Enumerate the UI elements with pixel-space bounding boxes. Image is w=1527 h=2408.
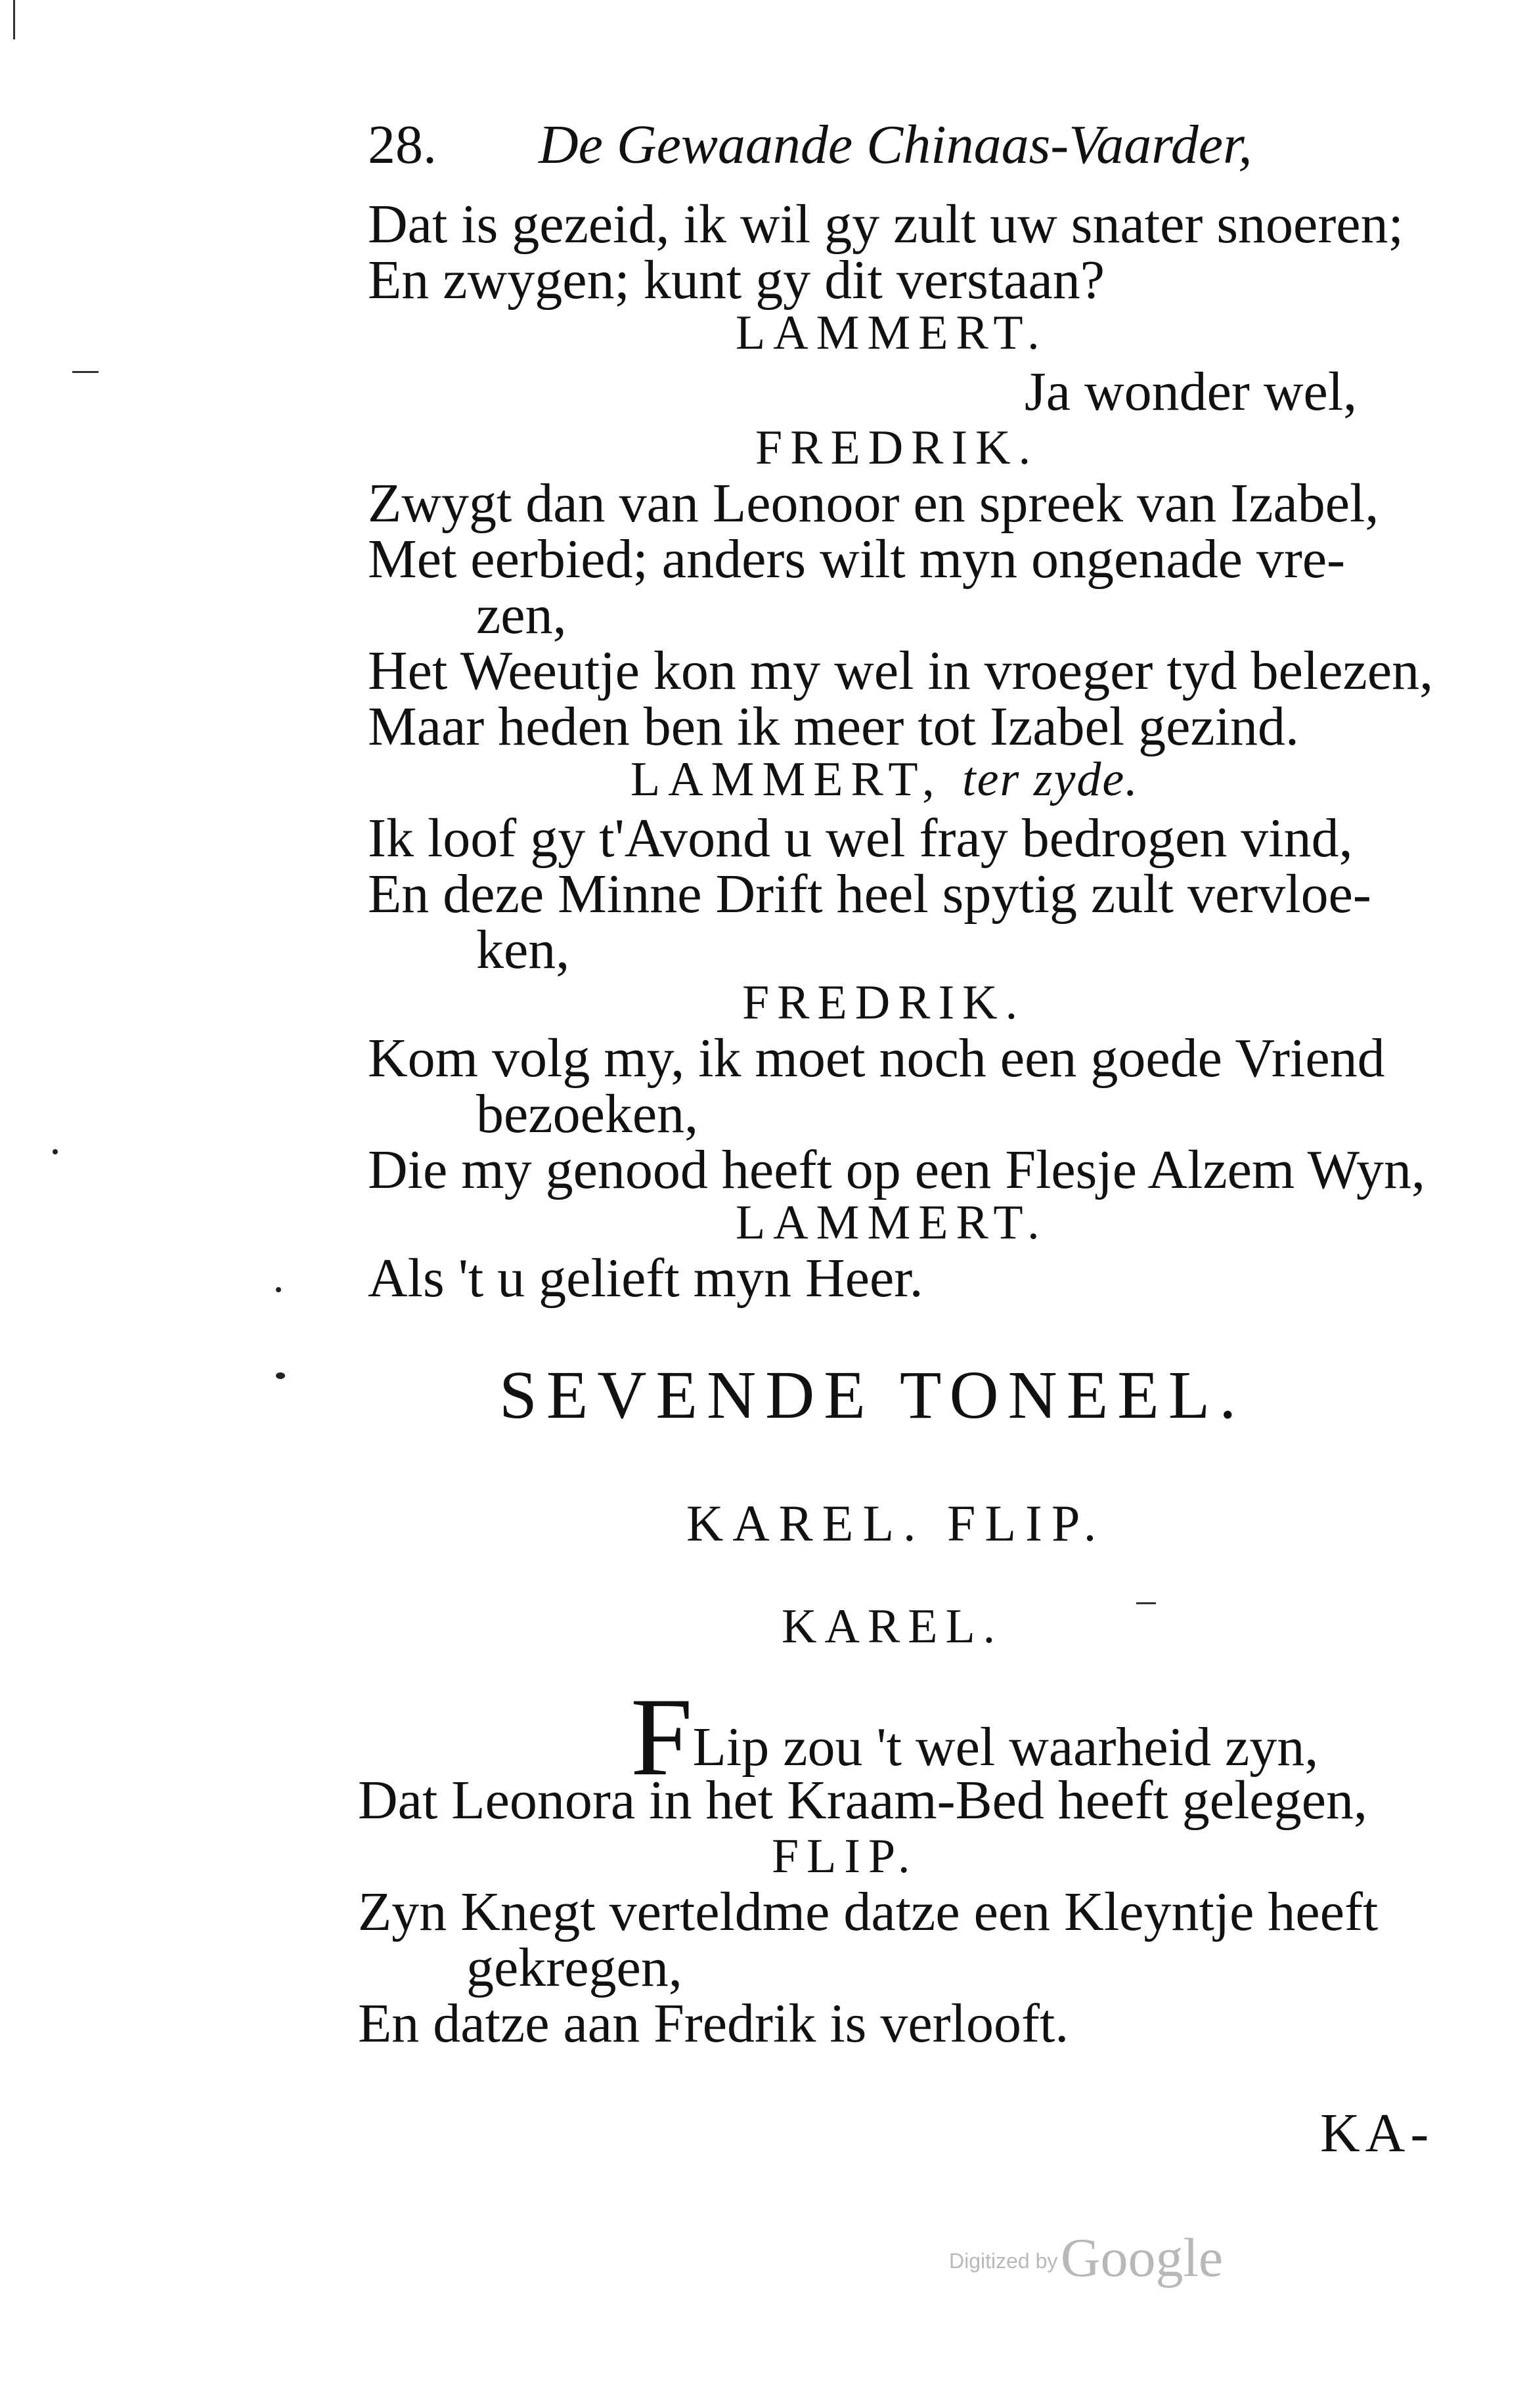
verse-line: Ik loof gy t'Avond u wel fray bedrogen vind, [368, 808, 1353, 869]
verse-line: Dat is gezeid, ik wil gy zult uw snater snoeren; [368, 194, 1404, 255]
speaker-name: FREDRIK. [755, 421, 1039, 475]
verse-line: Als 't u gelieft myn Heer. [368, 1248, 923, 1309]
scan-mark [13, 0, 15, 39]
verse-line: ken, [476, 919, 570, 980]
verse-line: Ja wonder wel, [1025, 361, 1358, 422]
verse-line: zen, [476, 584, 567, 646]
verse-line: Die my genood heeft op een Flesje Alzem Wyn, [368, 1139, 1425, 1200]
verse-line: bezoeken, [476, 1084, 699, 1145]
speaker-name: FLIP. [772, 1829, 918, 1883]
page-header [368, 113, 1458, 185]
scan-mark [72, 371, 99, 373]
speaker-name: LAMMERT. [736, 306, 1048, 360]
verse-line: Lip zou 't wel waarheid zyn, [692, 1717, 1319, 1778]
speaker-name: LAMMERT. [736, 1196, 1048, 1250]
verse-line: Kom volg my, ik moet noch een goede Vriend [368, 1028, 1385, 1089]
digitization-watermark [949, 2226, 1223, 2290]
google-logo: Google [1060, 2227, 1224, 2288]
drop-capital: F [631, 1675, 693, 1799]
verse-line: En zwygen; kunt gy dit verstaan? [368, 250, 1105, 311]
verse-line: Maar heden ben ik meer tot Izabel gezind. [368, 696, 1300, 757]
scene-heading: SEVENDE TONEEL. [499, 1357, 1246, 1433]
verse-line: gekregen, [466, 1937, 682, 1998]
scan-mark [1136, 1602, 1156, 1604]
verse-line: Dat Leonora in het Kraam-Bed heeft gelegen, [358, 1770, 1367, 1831]
cast-list: KAREL. FLIP. [686, 1495, 1106, 1552]
speaker-name: KAREL. [782, 1600, 1004, 1653]
speaker-label: LAMMERT, [631, 753, 942, 806]
verse-line: Het Weeutje kon my wel in vroeger tyd belezen, [368, 640, 1434, 701]
scan-speck [53, 1149, 58, 1154]
watermark-prefix: Digitized by [949, 2249, 1058, 2273]
page-number: 28. [368, 114, 437, 175]
scan-speck [276, 1287, 281, 1292]
verse-line: Zyn Knegt verteldme datze een Kleyntje heeft [358, 1881, 1379, 1942]
speaker-name: FREDRIK. [742, 976, 1026, 1030]
stage-direction: ter zyde. [962, 753, 1139, 806]
verse-line: En datze aan Fredrik is verlooft. [358, 1993, 1069, 2054]
running-title: De Gewaande Chinaas-Vaarder, [539, 114, 1252, 175]
verse-line: En deze Minne Drift heel spytig zult vervloe- [368, 864, 1371, 925]
speaker-name [631, 755, 1139, 804]
verse-line: Met eerbied; anders wilt myn ongenade vre- [368, 529, 1346, 590]
catchword: KA- [1320, 2103, 1434, 2164]
verse-line: Zwygt dan van Leonoor en spreek van Izabel, [368, 473, 1379, 534]
scan-speck [276, 1372, 285, 1379]
